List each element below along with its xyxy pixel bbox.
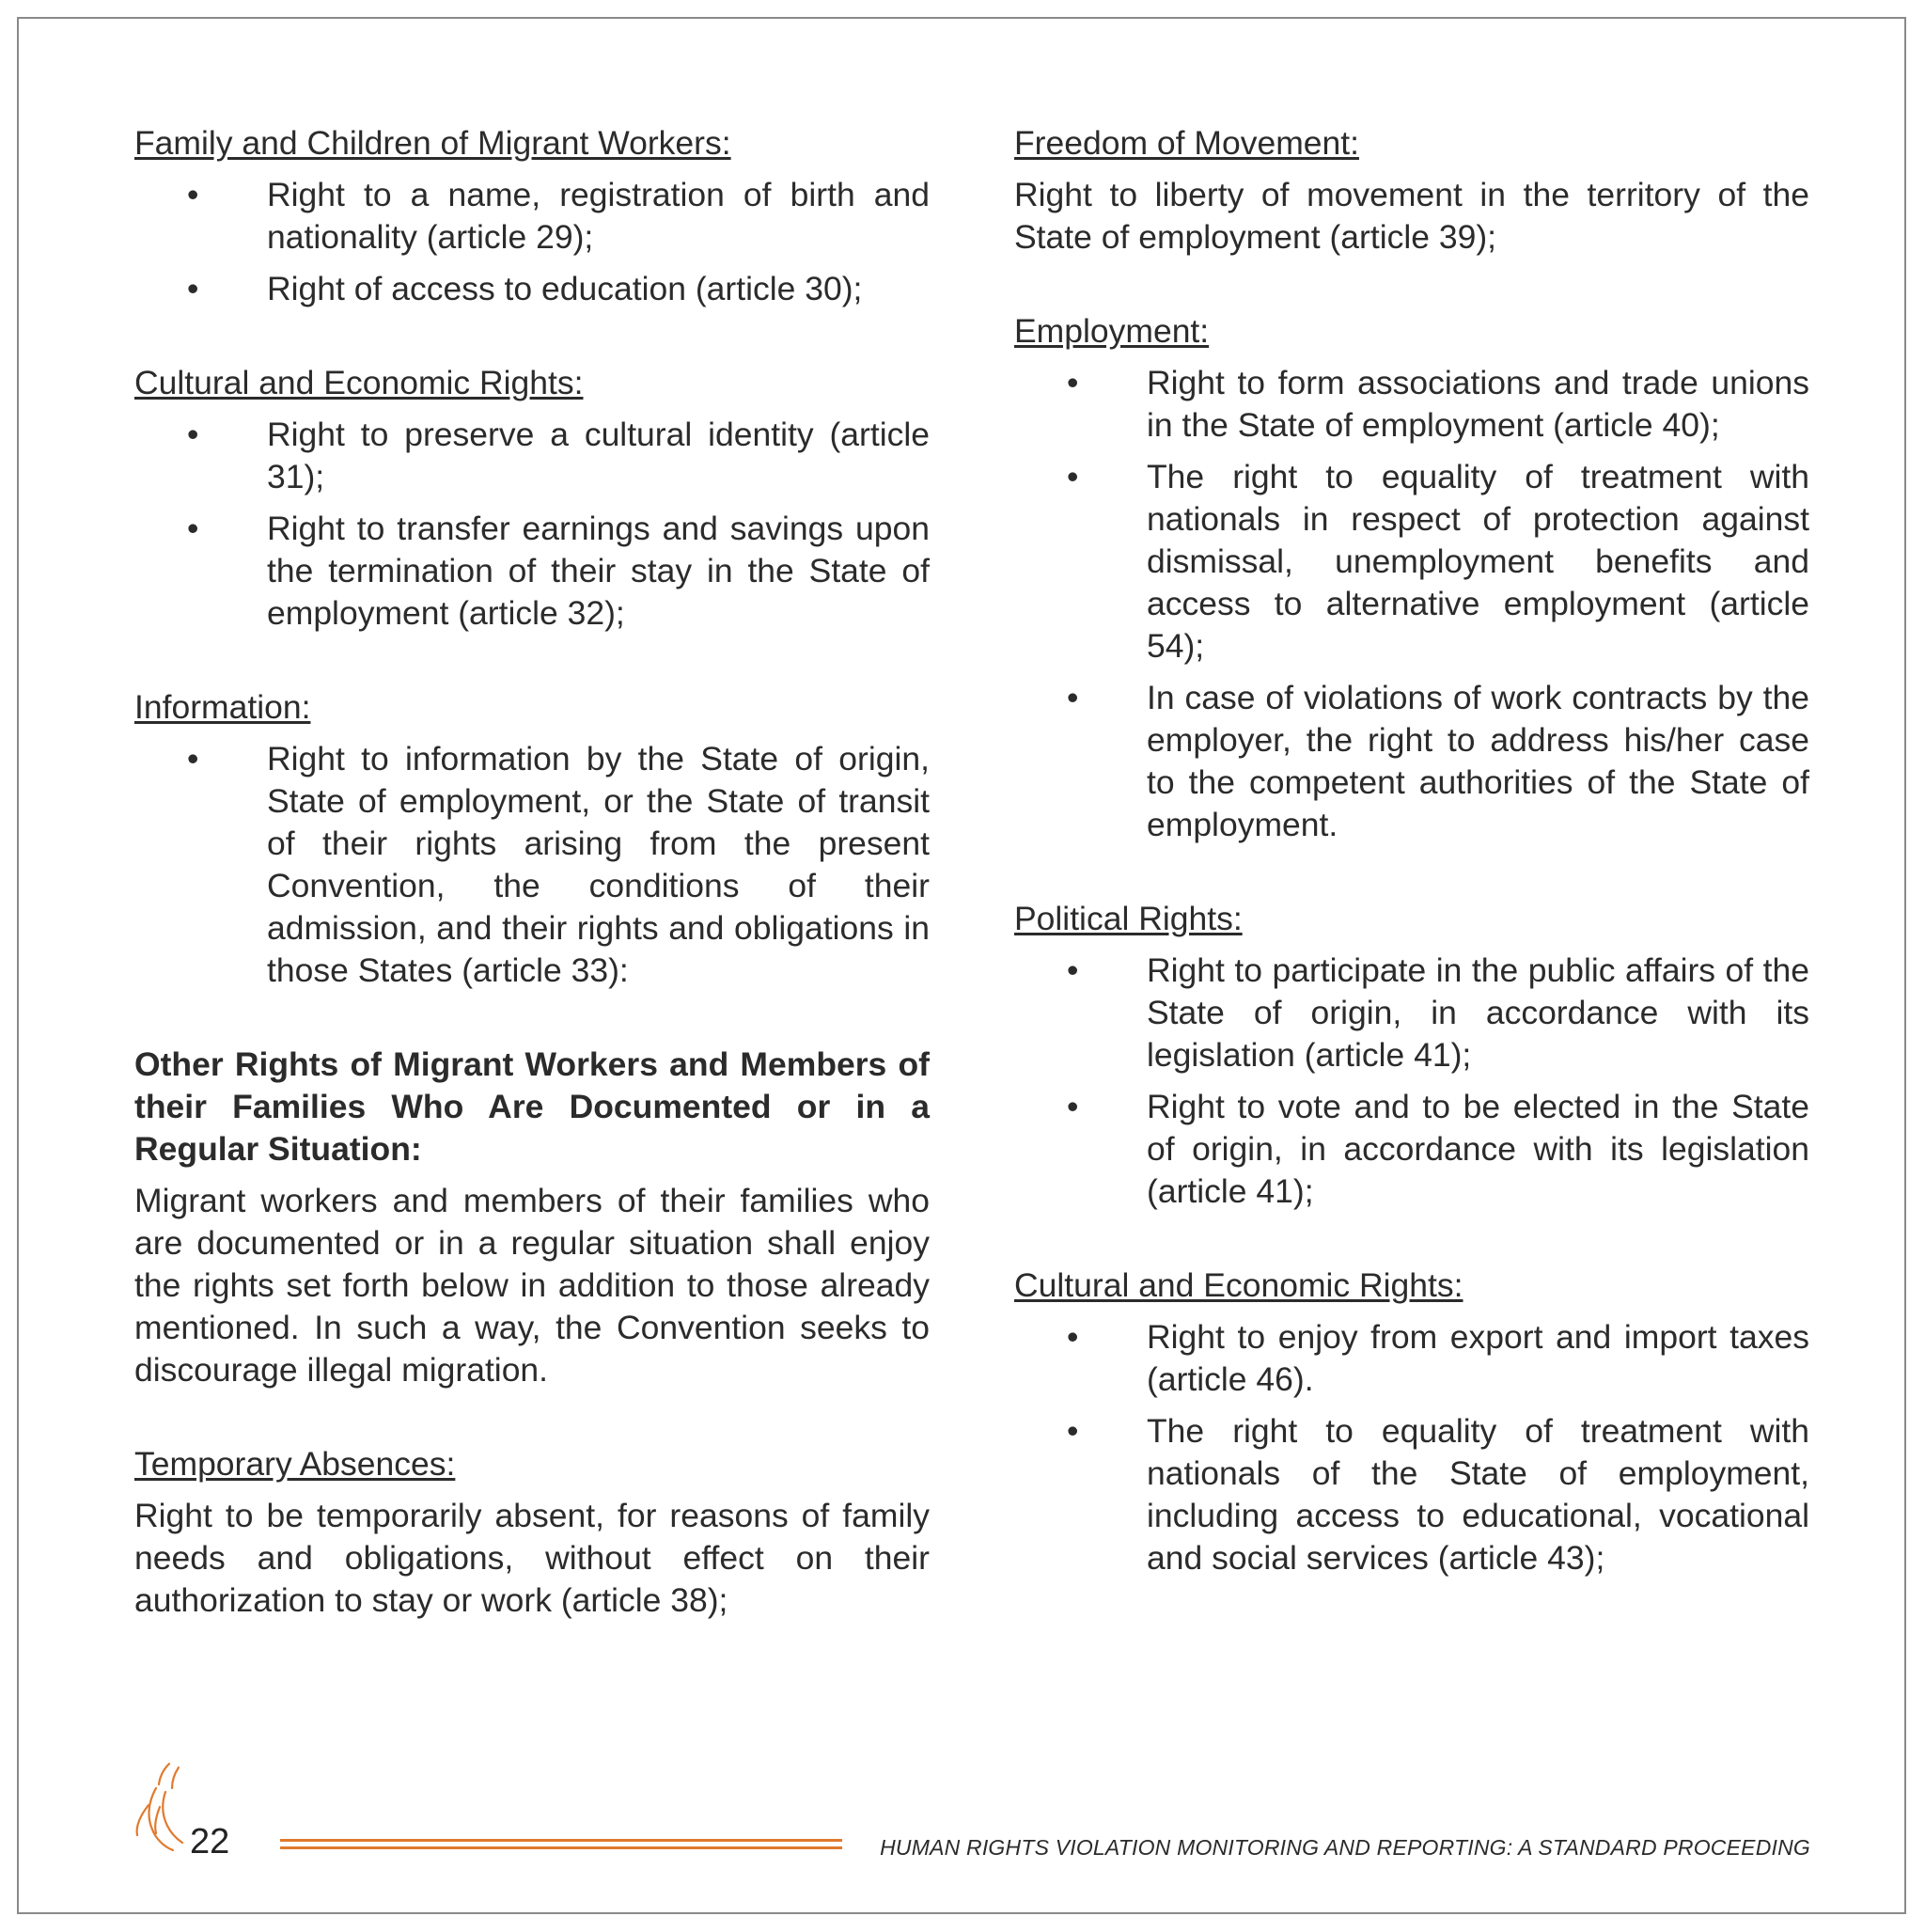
list-item-text: Right to participate in the public affairs of the State of origin, in accordance with its legislation (article 41); (1147, 951, 1809, 1074)
bullet-list (1014, 950, 1809, 1213)
bullet-list (134, 738, 930, 992)
list-item-text: Right to form associations and trade unions in the State of employment (article 40); (1147, 364, 1809, 444)
section-heading-bold: Other Rights of Migrant Workers and Members of their Families Who Are Documented or in a Regular Situation: (134, 1045, 930, 1168)
bullet-icon: • (1067, 458, 1079, 495)
bullet-icon: • (1067, 679, 1079, 716)
list-item-text: Right to a name, registration of birth and nationality (article 29); (267, 176, 930, 256)
section-information (134, 686, 930, 992)
bullet-icon: • (1067, 1412, 1079, 1450)
paragraph: Right to be temporarily absent, for reasons of family needs and obligations, without effect on their authorization to stay or work (article 38); (134, 1497, 930, 1619)
bullet-list (1014, 362, 1809, 846)
list-item-text: In case of violations of work contracts by the employer, the right to address his/her case to the competent authorities of the State of employment. (1147, 679, 1809, 843)
section-heading: Information: (134, 688, 311, 726)
list-item (134, 268, 930, 310)
list-item (1014, 456, 1809, 668)
section-heading: Family and Children of Migrant Workers: (134, 124, 731, 162)
footer-divider-line (280, 1846, 842, 1849)
list-item-text: Right to information by the State of origin, State of employment, or the State of transit of their rights arising from the present Convention, the conditions of their admission, and their rights and obligations in those States (article 33): (267, 740, 930, 989)
list-item (1014, 1086, 1809, 1213)
list-item (134, 508, 930, 635)
section-heading: Cultural and Economic Rights: (134, 364, 584, 401)
list-item (1014, 1316, 1809, 1401)
footer-divider-line (280, 1839, 842, 1842)
section-cultural-economic-left (134, 362, 930, 635)
bullet-icon: • (1067, 1088, 1079, 1125)
page-number: 22 (190, 1822, 230, 1861)
list-item-text: Right to vote and to be elected in the State of origin, in accordance with its legislation (article 41); (1147, 1088, 1809, 1210)
footer-divider (280, 1839, 842, 1852)
list-item (134, 414, 930, 498)
bullet-icon: • (187, 740, 199, 778)
section-freedom-movement (1014, 122, 1809, 259)
section-heading: Temporary Absences: (134, 1445, 456, 1483)
bullet-list (1014, 1316, 1809, 1579)
list-item-text: Right to preserve a cultural identity (article 31); (267, 416, 930, 495)
list-item (134, 174, 930, 259)
bullet-icon: • (187, 510, 199, 547)
list-item (1014, 362, 1809, 447)
bullet-icon: • (187, 416, 199, 453)
section-political-rights (1014, 898, 1809, 1213)
list-item-text: Right of access to education (article 30); (267, 270, 863, 307)
list-item (1014, 1410, 1809, 1579)
list-item-text: The right to equality of treatment with nationals of the State of employment, including access to educational, vocational and social services (article 43); (1147, 1412, 1809, 1577)
right-column (1014, 122, 1809, 1631)
section-heading: Freedom of Movement: (1014, 124, 1359, 162)
list-item (1014, 950, 1809, 1076)
bullet-icon: • (187, 176, 199, 213)
section-other-rights (134, 1044, 930, 1391)
section-heading: Political Rights: (1014, 900, 1243, 937)
paragraph: Right to liberty of movement in the territory of the State of employment (article 39); (1014, 176, 1809, 256)
bullet-icon: • (1067, 1318, 1079, 1356)
bullet-list (134, 414, 930, 635)
bullet-list (134, 174, 930, 310)
section-temporary-absences (134, 1443, 930, 1622)
paragraph: Migrant workers and members of their families who are documented or in a regular situation shall enjoy the rights set forth below in addition to those already mentioned. In such a way, the Convention seeks to discourage illegal migration. (134, 1182, 930, 1389)
list-item (134, 738, 930, 992)
section-heading: Cultural and Economic Rights: (1014, 1266, 1463, 1304)
footer-title: HUMAN RIGHTS VIOLATION MONITORING AND REPORTING: A STANDARD PROCEEDING (880, 1835, 1810, 1860)
left-column (134, 122, 930, 1673)
list-item-text: Right to transfer earnings and savings upon the termination of their stay in the State of employment (article 32); (267, 510, 930, 632)
section-family-children (134, 122, 930, 310)
list-item-text: Right to enjoy from export and import taxes (article 46). (1147, 1318, 1809, 1398)
bullet-icon: • (1067, 364, 1079, 401)
list-item (1014, 677, 1809, 846)
section-employment (1014, 310, 1809, 846)
section-heading: Employment: (1014, 312, 1210, 350)
figures-logo-icon (128, 1760, 194, 1854)
bullet-icon: • (1067, 951, 1079, 989)
section-cultural-economic-right (1014, 1264, 1809, 1579)
list-item-text: The right to equality of treatment with nationals in respect of protection against dismissal, unemployment benefits and access to alternative employment (article 54); (1147, 458, 1809, 665)
bullet-icon: • (187, 270, 199, 307)
